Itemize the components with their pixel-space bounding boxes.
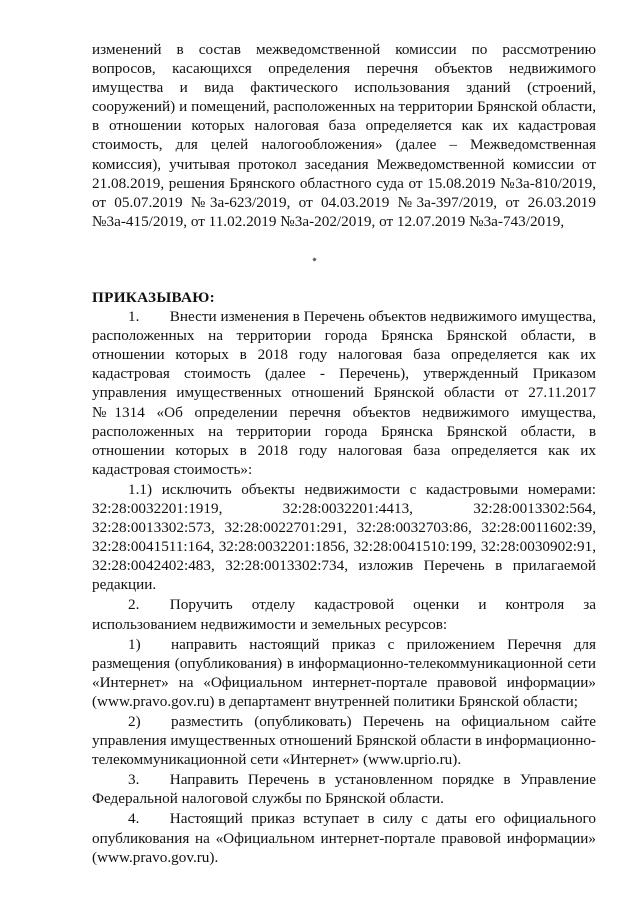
order-heading: ПРИКАЗЫВАЮ: xyxy=(92,288,216,306)
item-1-1-paragraph: 1.1) исключить объекты недвижимости с кадастровыми номерами: 32:28:0032201:1919, 32:28:0032201:4413, 32:28:0013302:564, 32:28:0013302:573, 32:28:0022701:291, 32:28:0032703:86, 32:28:0011602:39, 32:28:0041511:164, 32:28:0032201:1856, 32:28:0041510:199, 32:28:0030902:91, 32:28:0042402:483, 32:28:0013302:734, изложив Перечень в прилагаемой редакции. xyxy=(92,480,596,594)
item-1-paragraph: 1. Внести изменения в Перечень объектов недвижимого имущества, расположенных на территории города Брянска Брянской области, в отношении которых в 2018 году налоговая база определяется как их кадастровая стоимость (далее - Перечень), утвержденный Приказом управления имущественных отношений Брянской области от 27.11.2017 №1314 «Об определении перечня объектов недвижимого имущества, расположенных на территории города Брянска Брянской области, в отношении которых в 2018 году налоговая база определяется как их кадастровая стоимость»: xyxy=(92,308,596,478)
item-2-1-paragraph: 1) направить настоящий приказ с приложением Перечня для размещения (опубликования) в информационно-телекоммуникационной сети «Интернет» на «Официальном интернет-портале правовой информации» (www.pravo.gov.ru) в департамент внутренней политики Брянской области; xyxy=(92,635,596,710)
document-page xyxy=(92,40,596,867)
item-4-paragraph: 4. Настоящий приказ вступает в силу с даты его официального опубликования на «Официальном интернет-портале правовой информации» (www.pravo.gov.ru). xyxy=(92,810,596,866)
item-2-paragraph: 2. Поручить отделу кадастровой оценки и контроля за использованием недвижимости и земельных ресурсов: xyxy=(92,596,596,633)
item-2-2-paragraph: 2) разместить (опубликовать) Перечень на официальном сайте управления имущественных отношений Брянской области в информационно-телекоммуникационной сети «Интернет» (www.uprio.ru). xyxy=(92,713,596,769)
intro-paragraph: изменений в состав межведомственной комиссии по рассмотрению вопросов, касающихся определения перечня объектов недвижимого имущества и вида фактического использования зданий (строений, сооружений) и помещений, расположенных на территории Брянской области, в отношении которых налоговая база определяется как их кадастровая стоимость, для целей налогообложения» (далее – Межведомственная комиссия), учитывая протокол заседания Межведомственной комиссии от 21.08.2019, решения Брянского областного суда от 15.08.2019 №3а-810/2019, от 05.07.2019 №3а-623/2019, от 04.03.2019 №3а-397/2019, от 26.03.2019 №3а-415/2019, от 11.02.2019 №3а-202/2019, от 12.07.2019 №3а-743/2019, xyxy=(92,41,596,230)
item-3-paragraph: 3. Направить Перечень в установленном порядке в Управление Федеральной налоговой службы по Брянской области. xyxy=(92,771,596,808)
